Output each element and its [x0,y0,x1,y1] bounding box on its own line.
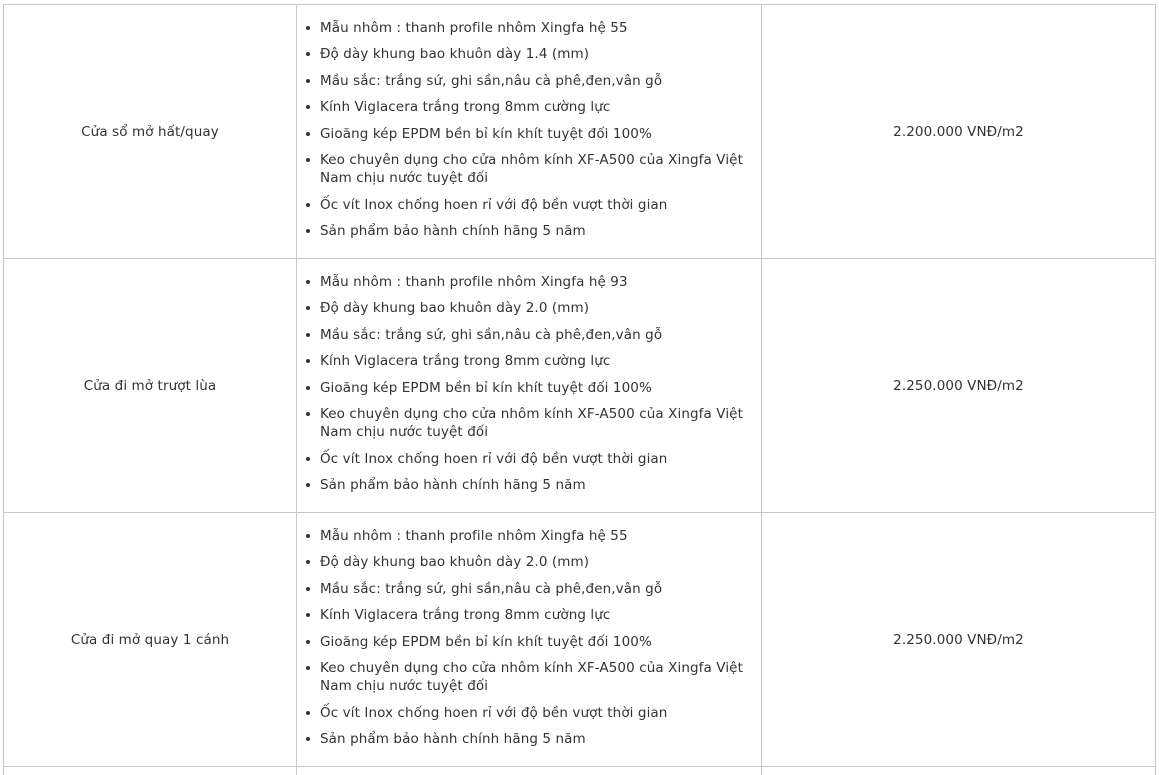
product-name: Cửa đi mở trượt lùa [4,259,297,513]
spec-list [297,523,761,749]
table-row [4,259,1156,513]
table-cell [4,767,297,775]
product-price: 2.250.000 VNĐ/m2 [762,513,1156,767]
spec-list [297,269,761,495]
product-specs [297,5,762,259]
list-item: Mẫu nhôm : thanh profile nhôm Xingfa hệ 93 [297,273,761,291]
list-item: Ốc vít Inox chống hoen rỉ với độ bền vượt thời gian [297,704,761,722]
list-item: Mầu sắc: trắng sứ, ghi sần,nâu cà phê,đen,vân gỗ [297,580,761,598]
list-item: Gioăng kép EPDM bền bỉ kín khít tuyệt đối 100% [297,379,761,397]
list-item: Sản phẩm bảo hành chính hãng 5 năm [297,476,761,494]
price-table [3,4,1156,775]
list-item: Sản phẩm bảo hành chính hãng 5 năm [297,222,761,240]
list-item: Độ dày khung bao khuôn dày 2.0 (mm) [297,299,761,317]
spec-list [297,15,761,241]
product-price: 2.200.000 VNĐ/m2 [762,5,1156,259]
list-item: Mầu sắc: trắng sứ, ghi sần,nâu cà phê,đen,vân gỗ [297,326,761,344]
list-item: Gioăng kép EPDM bền bỉ kín khít tuyệt đối 100% [297,633,761,651]
list-item: Độ dày khung bao khuôn dày 2.0 (mm) [297,553,761,571]
product-name: Cửa sổ mở hất/quay [4,5,297,259]
list-item: Gioăng kép EPDM bền bỉ kín khít tuyệt đối 100% [297,125,761,143]
list-item: Sản phẩm bảo hành chính hãng 5 năm [297,730,761,748]
list-item: Kính Viglacera trắng trong 8mm cường lực [297,98,761,116]
list-item: Độ dày khung bao khuôn dày 1.4 (mm) [297,45,761,63]
list-item: Ốc vít Inox chống hoen rỉ với độ bền vượt thời gian [297,196,761,214]
list-item: Mầu sắc: trắng sứ, ghi sần,nâu cà phê,đen,vân gỗ [297,72,761,90]
table-row [4,513,1156,767]
table-cell [297,767,762,775]
product-name: Cửa đi mở quay 1 cánh [4,513,297,767]
list-item: Kính Viglacera trắng trong 8mm cường lực [297,606,761,624]
list-item: Kính Viglacera trắng trong 8mm cường lực [297,352,761,370]
table-row [4,5,1156,259]
product-specs [297,259,762,513]
list-item: Ốc vít Inox chống hoen rỉ với độ bền vượt thời gian [297,450,761,468]
list-item: Keo chuyên dụng cho cửa nhôm kính XF-A500 của Xingfa Việt Nam chịu nước tuyệt đối [297,151,761,187]
table-cell [762,767,1156,775]
list-item: Mẫu nhôm : thanh profile nhôm Xingfa hệ 55 [297,19,761,37]
product-price: 2.250.000 VNĐ/m2 [762,259,1156,513]
list-item: Keo chuyên dụng cho cửa nhôm kính XF-A500 của Xingfa Việt Nam chịu nước tuyệt đối [297,405,761,441]
list-item: Keo chuyên dụng cho cửa nhôm kính XF-A500 của Xingfa Việt Nam chịu nước tuyệt đối [297,659,761,695]
product-specs [297,513,762,767]
table-row [4,767,1156,775]
list-item: Mẫu nhôm : thanh profile nhôm Xingfa hệ 55 [297,527,761,545]
